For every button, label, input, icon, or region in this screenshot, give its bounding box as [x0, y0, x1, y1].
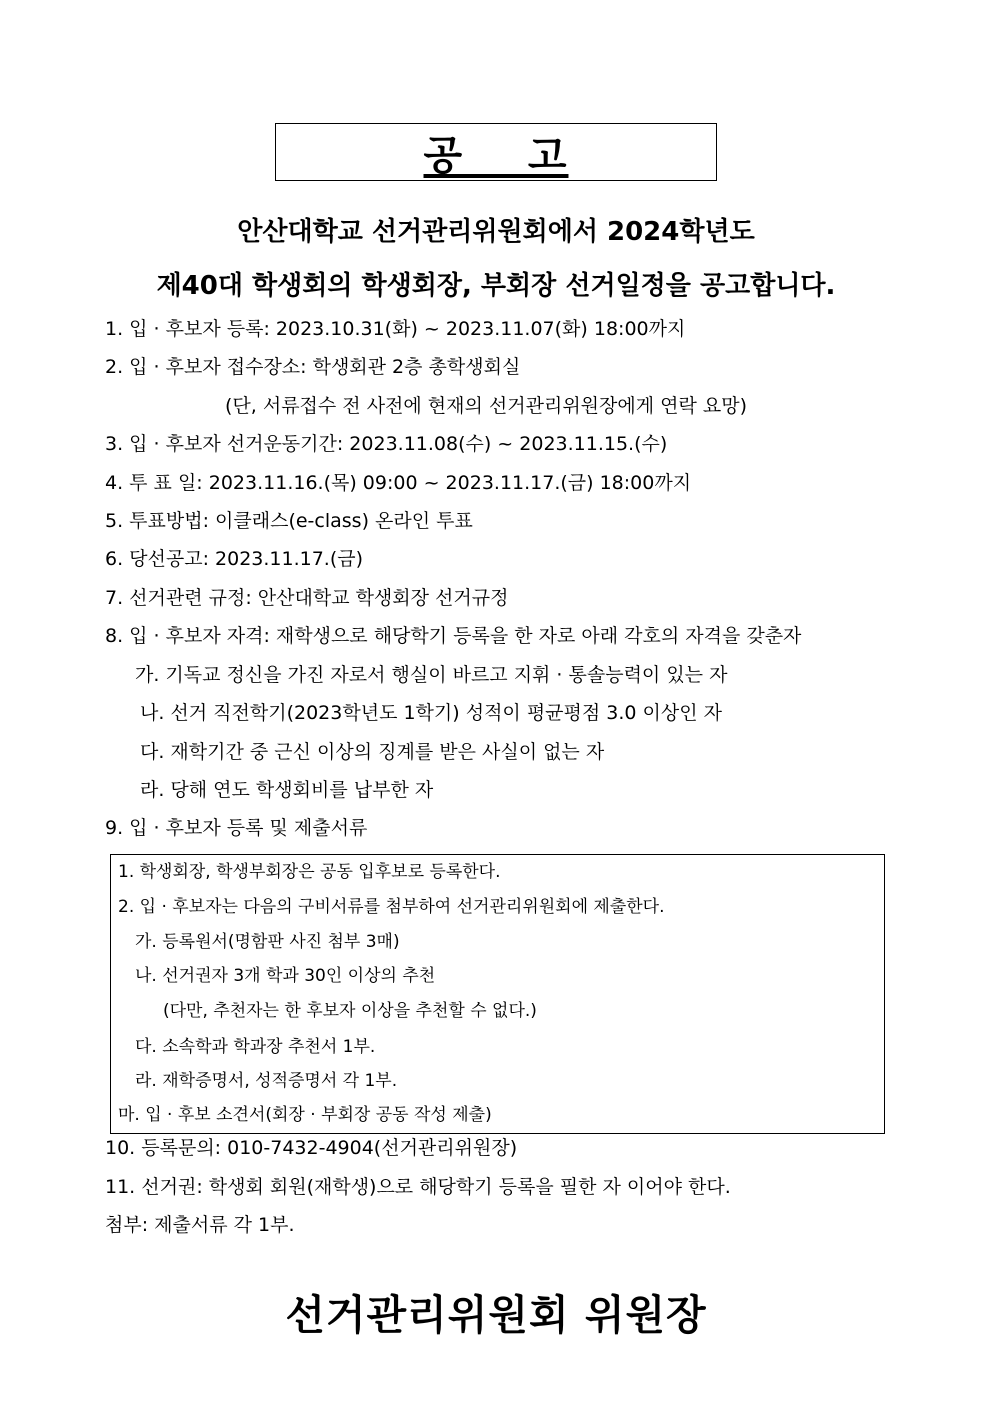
committee-signature: 선거관리위원회 위원장	[285, 1291, 707, 1339]
item-registration-note: (단, 서류접수 전 사전에 현재의 선거관리위원장에게 연락 요망)	[225, 395, 747, 417]
headline-line-1: 안산대학교 선거관리위원회에서 2024학년도	[237, 217, 755, 247]
notice-title: 공 고	[423, 132, 569, 179]
notice-title-box	[275, 123, 717, 181]
requirement-recommendations: 나. 선거권자 3개 학과 30인 이상의 추천	[135, 966, 436, 986]
requirement-recommendation-note: (다만, 추천자는 한 후보자 이상을 추천할 수 없다.)	[163, 1001, 537, 1021]
item-required-documents: 9. 입 · 후보자 등록 및 제출서류	[105, 817, 368, 839]
requirement-joint-registration: 1. 학생회장, 학생부회장은 공동 입후보로 등록한다.	[118, 862, 501, 882]
item-voting-method: 5. 투표방법: 이클래스(e-class) 온라인 투표	[105, 510, 473, 532]
required-documents-box	[110, 854, 885, 1134]
requirement-certificates: 라. 재학증명서, 성적증명서 각 1부.	[135, 1071, 398, 1091]
requirement-department-letter: 다. 소속학과 학과장 추천서 1부.	[135, 1037, 376, 1057]
requirement-submit-documents: 2. 입 · 후보자는 다음의 구비서류를 첨부하여 선거관리위원회에 제출한다.	[118, 897, 665, 917]
qualification-b: 나. 선거 직전학기(2023학년도 1학기) 성적이 평균평점 3.0 이상인 자	[140, 702, 722, 724]
item-election-rules: 7. 선거관련 규정: 안산대학교 학생회장 선거규정	[105, 587, 509, 609]
item-registration-contact: 10. 등록문의: 010-7432-4904(선거관리위원장)	[105, 1137, 518, 1159]
attachment-note: 첨부: 제출서류 각 1부.	[105, 1214, 295, 1236]
item-registration-period: 1. 입 · 후보자 등록: 2023.10.31(화) ~ 2023.11.07(화) 18:00까지	[105, 318, 686, 340]
item-campaign-period: 3. 입 · 후보자 선거운동기간: 2023.11.08(수) ~ 2023.11.15.(수)	[105, 433, 668, 455]
requirement-candidate-statement: 마. 입 · 후보 소견서(회장 · 부회장 공동 작성 제출)	[118, 1105, 492, 1125]
qualification-a: 가. 기독교 정신을 가진 자로서 행실이 바르고 지휘 · 통솔능력이 있는 자	[135, 664, 728, 686]
qualification-c: 다. 재학기간 중 근신 이상의 징계를 받은 사실이 없는 자	[140, 741, 605, 763]
item-candidate-qualification: 8. 입 · 후보자 자격: 재학생으로 해당학기 등록을 한 자로 아래 각호의 자격을 갖춘자	[105, 625, 802, 647]
requirement-application-form: 가. 등록원서(명함판 사진 첨부 3매)	[135, 932, 400, 952]
item-voting-eligibility: 11. 선거권: 학생회 회원(재학생)으로 해당학기 등록을 필한 자 이어야 한다.	[105, 1176, 731, 1198]
item-result-announcement: 6. 당선공고: 2023.11.17.(금)	[105, 548, 364, 570]
qualification-d: 라. 당해 연도 학생회비를 납부한 자	[140, 779, 434, 801]
headline-line-2: 제40대 학생회의 학생회장, 부회장 선거일정을 공고합니다.	[156, 271, 836, 301]
item-voting-date: 4. 투 표 일: 2023.11.16.(목) 09:00 ~ 2023.11.17.(금) 18:00까지	[105, 472, 692, 494]
item-registration-place: 2. 입 · 후보자 접수장소: 학생회관 2층 총학생회실	[105, 356, 521, 378]
